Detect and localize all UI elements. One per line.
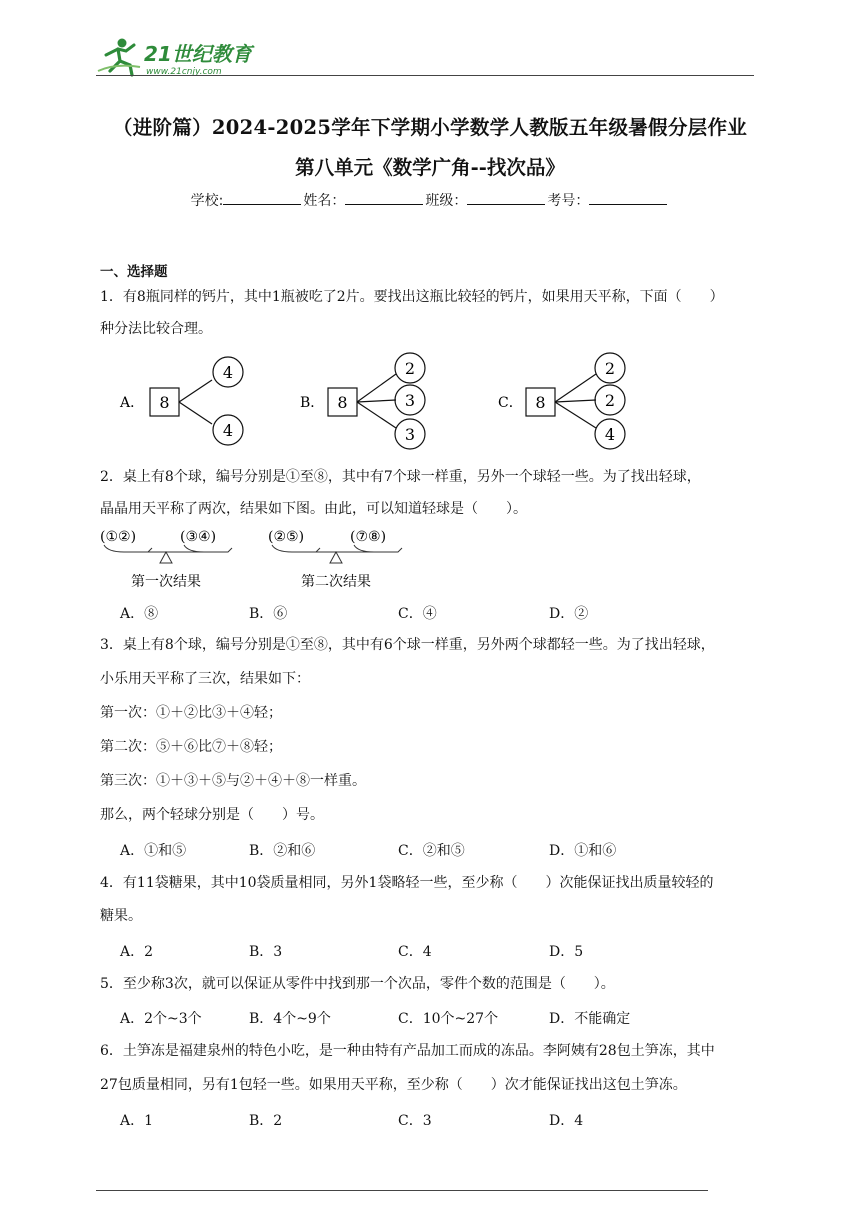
header-rule (96, 75, 754, 76)
question-6-option-b[interactable]: B．2 (249, 1113, 283, 1129)
option-b-circle-3-number: 3 (404, 425, 416, 444)
question-4-line1: 4．有11袋糖果，其中10袋质量相同，另外1袋略轻一些，至少称（ ）次能保证找出质量较轻的 (100, 875, 714, 891)
question-4-line2: 糖果。 (100, 908, 142, 924)
question-1-line1: 1．有8瓶同样的钙片，其中1瓶被吃了2片。要找出这瓶比较轻的钙片，如果用天平称，下面（ ） (100, 289, 724, 305)
scale-2-caption: 第二次结果 (301, 574, 371, 590)
section-title: 一、选择题 (100, 264, 168, 280)
school-blank[interactable] (223, 192, 301, 205)
question-3-option-a[interactable]: A．①和⑤ (120, 843, 187, 859)
logo-text: 21世纪教育 (144, 42, 252, 66)
document-title: （进阶篇）2024-2025学年下学期小学数学人教版五年级暑假分层作业 (112, 116, 748, 139)
logo-url: www.21cnjy.com (146, 67, 222, 77)
scale-2 (268, 529, 402, 590)
question-2-option-c[interactable]: C．④ (398, 606, 437, 622)
student-info (0, 190, 860, 210)
question-2-option-a[interactable]: A．⑧ (120, 606, 159, 622)
option-a-circle-1-number: 4 (222, 363, 234, 382)
question-3-line4: 第二次：⑤＋⑥比⑦＋⑧轻； (100, 739, 282, 755)
question-2-option-b[interactable]: B．⑥ (249, 606, 288, 622)
question-5-option-c[interactable]: C．10个~27个 (398, 1011, 499, 1027)
logo (96, 33, 266, 79)
option-c-label: C． (498, 395, 523, 411)
scale-2-right-pan: (⑦⑧) (350, 529, 387, 545)
option-c[interactable] (498, 353, 625, 449)
footer-rule (96, 1190, 708, 1191)
question-5-option-b[interactable]: B．4个~9个 (249, 1011, 331, 1027)
question-4-option-a[interactable]: A．2 (120, 944, 154, 960)
question-6-option-a[interactable]: A．1 (120, 1113, 154, 1129)
question-5-option-d[interactable]: D．不能确定 (549, 1011, 631, 1027)
option-c-box-number: 8 (535, 393, 546, 412)
question-2-option-d[interactable]: D．② (549, 606, 589, 622)
question-2-figure (100, 526, 420, 596)
class-label: 班级： (425, 193, 468, 209)
option-b-label: B． (300, 395, 325, 411)
question-6-line1: 6．土笋冻是福建泉州的特色小吃，是一种由特有产品加工而成的冻品。李阿姨有28包土笋冻，其中 (100, 1043, 715, 1059)
question-5-line1: 5．至少称3次，就可以保证从零件中找到那一个次品，零件个数的范围是（ ）。 (100, 976, 615, 992)
option-a-box-number: 8 (159, 393, 170, 412)
question-4-option-b[interactable]: B．3 (249, 944, 283, 960)
class-blank[interactable] (467, 192, 545, 205)
name-label: 姓名： (303, 193, 346, 209)
question-3-line5: 第三次：①＋③＋⑤与②＋④＋⑧一样重。 (100, 773, 366, 789)
scale-1 (100, 529, 232, 590)
option-b-circle-1-number: 2 (404, 359, 416, 378)
exam-no-blank[interactable] (589, 192, 667, 205)
option-c-circle-1-number: 2 (604, 359, 616, 378)
question-3-option-c[interactable]: C．②和⑤ (398, 843, 465, 859)
option-a-label: A． (120, 395, 145, 411)
question-4-option-c[interactable]: C．4 (398, 944, 432, 960)
scale-1-left-pan: (①②) (100, 529, 137, 545)
scale-1-caption: 第一次结果 (131, 574, 201, 590)
scale-2-left-pan: (②⑤) (268, 529, 305, 545)
question-6-line2: 27包质量相同，另有1包轻一些。如果用天平称，至少称（ ）次才能保证找出这包土笋冻。 (100, 1077, 687, 1093)
question-2-line1: 2．桌上有8个球，编号分别是①至⑧，其中有7个球一样重，另外一个球轻一些。为了找出轻球， (100, 469, 701, 485)
option-a-circle-2-number: 4 (222, 421, 234, 440)
document-subtitle: 第八单元《数学广角--找次品》 (295, 156, 565, 179)
logo-graphic (96, 33, 266, 79)
question-4-option-d[interactable]: D．5 (549, 944, 584, 960)
question-3-line6: 那么，两个轻球分别是（ ）号。 (100, 807, 324, 823)
question-3-option-d[interactable]: D．①和⑥ (549, 843, 617, 859)
option-b-circle-2-number: 3 (404, 391, 416, 410)
question-2-line2: 晶晶用天平称了两次，结果如下图。由此，可以知道轻球是（ ）。 (100, 501, 527, 517)
exam-no-label: 考号： (547, 193, 590, 209)
option-c-circle-3-number: 4 (604, 425, 616, 444)
option-a[interactable] (119, 357, 243, 445)
question-5-option-a[interactable]: A．2个~3个 (120, 1011, 202, 1027)
question-1-line2: 种分法比较合理。 (100, 321, 212, 337)
option-b[interactable] (300, 353, 425, 449)
name-blank[interactable] (345, 192, 423, 205)
school-label: 学校: (190, 193, 224, 209)
question-3-line1: 3．桌上有8个球，编号分别是①至⑧，其中有6个球一样重，另外两个球都轻一些。为了找出轻球， (100, 637, 715, 653)
question-3-option-b[interactable]: B．②和⑥ (249, 843, 316, 859)
question-1-options (100, 352, 660, 452)
scale-1-right-pan: (③④) (180, 529, 217, 545)
question-6-option-c[interactable]: C．3 (398, 1113, 432, 1129)
option-b-box-number: 8 (337, 393, 348, 412)
question-3-line3: 第一次：①＋②比③＋④轻； (100, 705, 282, 721)
question-3-line2: 小乐用天平称了三次，结果如下： (100, 671, 310, 687)
option-c-circle-2-number: 2 (604, 391, 616, 410)
question-6-option-d[interactable]: D．4 (549, 1113, 584, 1129)
